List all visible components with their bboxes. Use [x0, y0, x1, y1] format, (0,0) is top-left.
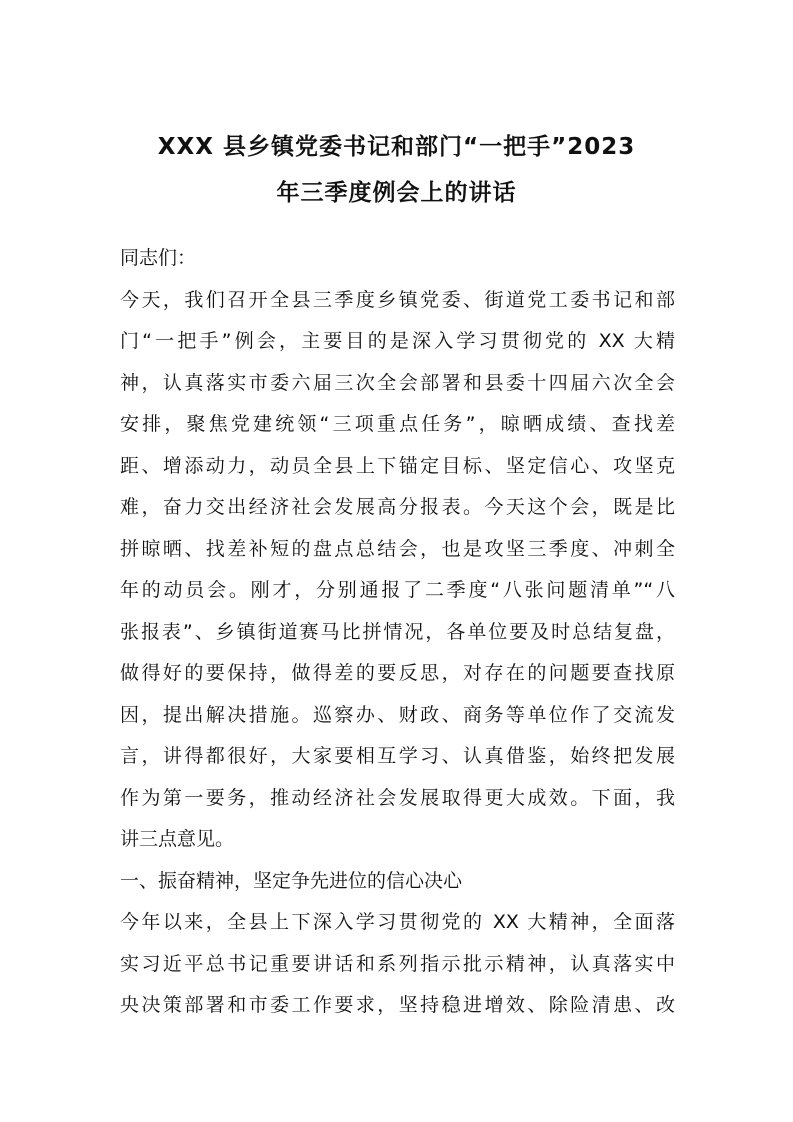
body-line: 因，提出解决措施。巡察办、财政、商务等单位作了交流发 — [120, 703, 675, 726]
salutation: 同志们： — [120, 247, 197, 269]
body-line: 言，讲得都很好，大家要相互学习、认真借鉴，始终把发展 — [120, 745, 675, 767]
body-line: 难，奋力交出经济社会发展高分报表。今天这个会，既是比 — [120, 496, 675, 518]
document-body — [120, 238, 675, 1027]
body-line: 做得好的要保持，做得差的要反思，对存在的问题要查找原 — [120, 662, 675, 684]
body-line: 年的动员会。刚才，分别通报了二季度“八张问题清单”“八 — [120, 579, 675, 601]
body-line: 张报表”、乡镇街道赛马比拼情况，各单位要及时总结复盘， — [120, 620, 675, 643]
body-line: 作为第一要务，推动经济社会发展取得更大成效。下面，我 — [120, 786, 675, 809]
document-title — [110, 124, 683, 216]
section-heading: 一、振奋精神，坚定争先进位的信心决心 — [120, 869, 463, 892]
body-line: 讲三点意见。 — [120, 828, 235, 850]
body-line: 神，认真落实市委六届三次全会部署和县委十四届六次全会 — [120, 371, 675, 394]
body-line: 央决策部署和市委工作要求，坚持稳进增效、除险清患、改 — [120, 994, 675, 1016]
body-line: 距、增添动力，动员全县上下锚定目标、坚定信心、攻坚克 — [120, 454, 675, 477]
body-line: 门“一把手”例会，主要目的是深入学习贯彻党的 XX 大精 — [120, 330, 675, 352]
title-line-1: XXX 县乡镇党委书记和部门“一把手”2023 — [157, 134, 636, 160]
body-line: 今年以来，全县上下深入学习贯彻党的 XX 大精神，全面落 — [120, 911, 675, 933]
body-line: 今天，我们召开全县三季度乡镇党委、街道党工委书记和部 — [120, 288, 675, 311]
body-line: 拼晾晒、找差补短的盘点总结会，也是攻坚三季度、冲刺全 — [120, 537, 675, 560]
body-line: 实习近平总书记重要讲话和系列指示批示精神，认真落实中 — [120, 952, 675, 975]
title-line-2: 年三季度例会上的讲话 — [276, 180, 517, 206]
body-line: 安排，聚焦党建统领“三项重点任务”，晾晒成绩、查找差 — [120, 413, 675, 435]
